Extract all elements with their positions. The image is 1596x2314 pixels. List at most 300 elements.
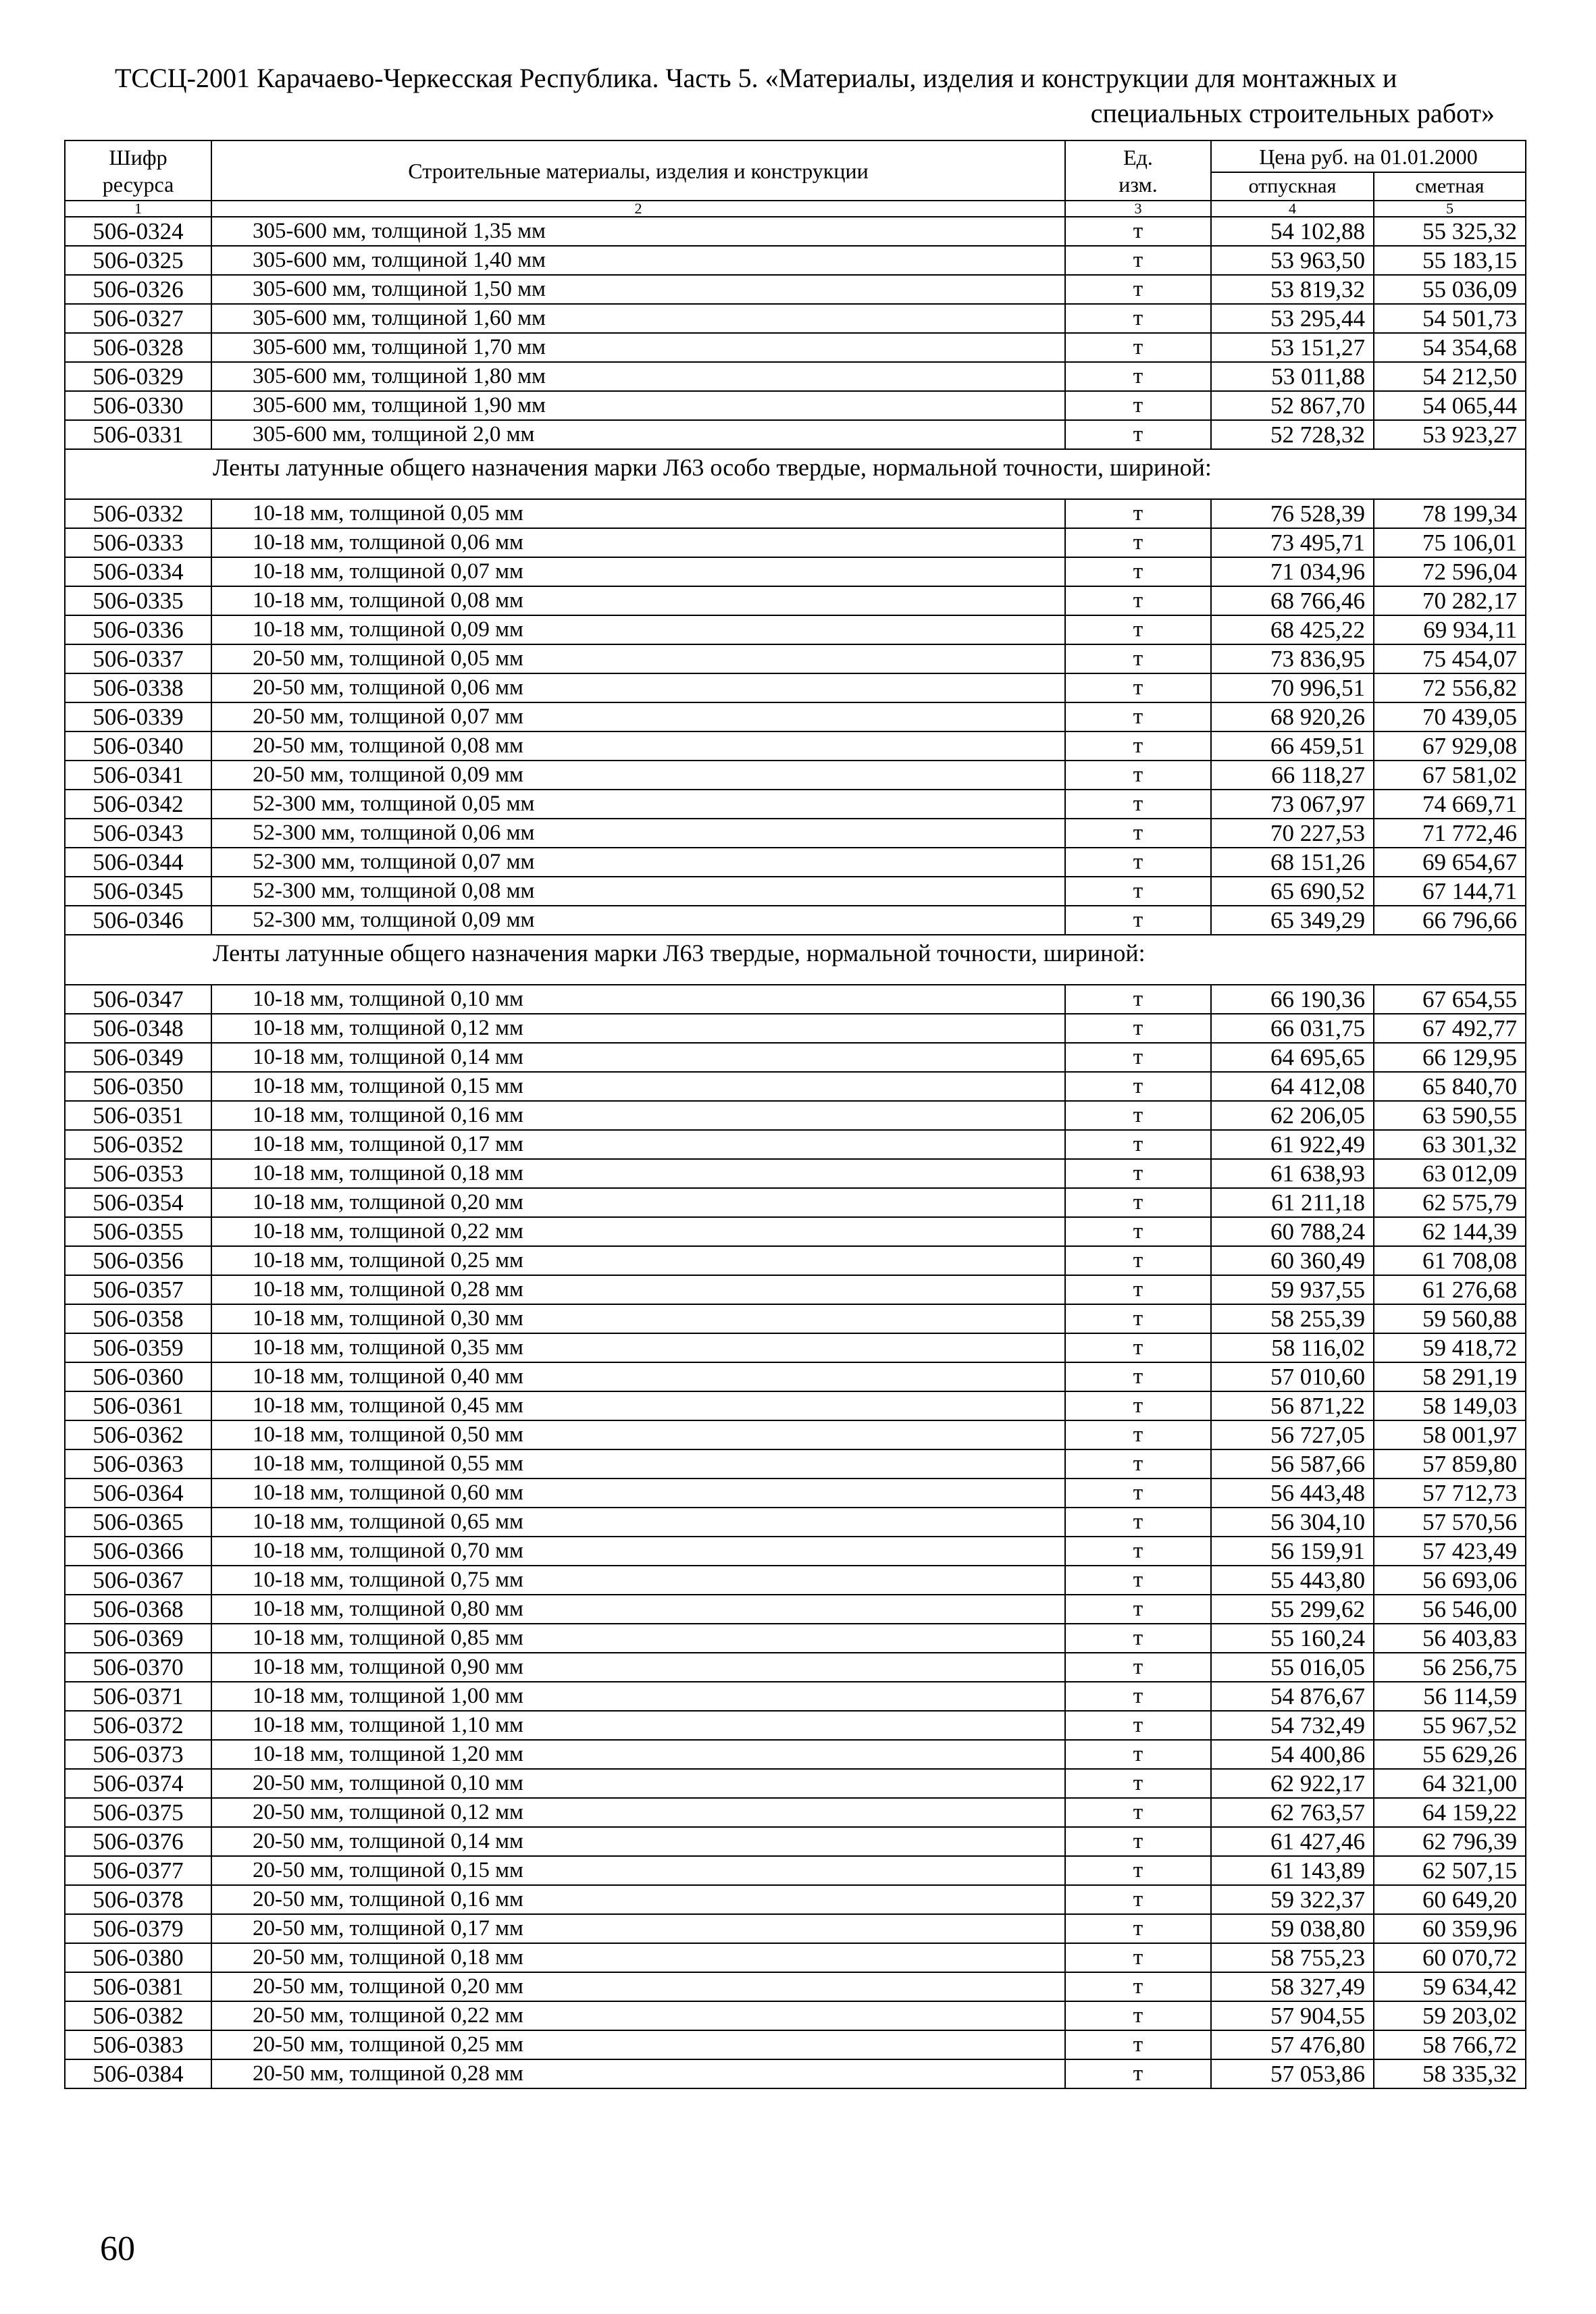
estimate-price: 58 766,72 bbox=[1374, 2030, 1526, 2059]
estimate-price: 63 012,09 bbox=[1374, 1159, 1526, 1188]
estimate-price: 59 203,02 bbox=[1374, 2001, 1526, 2030]
material-name: 20-50 мм, толщиной 0,22 мм bbox=[211, 2001, 1065, 2030]
table-row bbox=[65, 1856, 1526, 1885]
estimate-price: 59 560,88 bbox=[1374, 1304, 1526, 1333]
material-name: 10-18 мм, толщиной 0,80 мм bbox=[211, 1595, 1065, 1624]
material-name: 10-18 мм, толщиной 0,45 мм bbox=[211, 1391, 1065, 1420]
estimate-price: 60 070,72 bbox=[1374, 1943, 1526, 1972]
header-price: Цена руб. на 01.01.2000 bbox=[1211, 140, 1526, 172]
release-price: 58 255,39 bbox=[1211, 1304, 1374, 1333]
material-name: 10-18 мм, толщиной 0,28 мм bbox=[211, 1275, 1065, 1304]
unit-of-measure: т bbox=[1065, 1682, 1211, 1711]
release-price: 60 360,49 bbox=[1211, 1246, 1374, 1275]
release-price: 57 010,60 bbox=[1211, 1362, 1374, 1391]
unit-of-measure: т bbox=[1065, 275, 1211, 304]
table-row bbox=[65, 848, 1526, 877]
estimate-price: 61 276,68 bbox=[1374, 1275, 1526, 1304]
material-name: 10-18 мм, толщиной 0,22 мм bbox=[211, 1217, 1065, 1246]
unit-of-measure: т bbox=[1065, 1217, 1211, 1246]
unit-of-measure: т bbox=[1065, 615, 1211, 644]
release-price: 71 034,96 bbox=[1211, 557, 1374, 586]
header-estimate-price: сметная bbox=[1374, 172, 1526, 201]
release-price: 68 425,22 bbox=[1211, 615, 1374, 644]
material-name: 10-18 мм, толщиной 0,17 мм bbox=[211, 1130, 1065, 1159]
resource-code: 506-0373 bbox=[65, 1740, 211, 1769]
table-row bbox=[65, 1391, 1526, 1420]
table-row bbox=[65, 877, 1526, 906]
resource-code: 506-0325 bbox=[65, 246, 211, 275]
table-row bbox=[65, 1130, 1526, 1159]
section-heading-row bbox=[65, 449, 1526, 499]
estimate-price: 55 967,52 bbox=[1374, 1711, 1526, 1740]
unit-of-measure: т bbox=[1065, 304, 1211, 333]
resource-code: 506-0333 bbox=[65, 528, 211, 557]
release-price: 53 819,32 bbox=[1211, 275, 1374, 304]
release-price: 62 763,57 bbox=[1211, 1798, 1374, 1827]
release-price: 61 143,89 bbox=[1211, 1856, 1374, 1885]
resource-code: 506-0337 bbox=[65, 644, 211, 673]
material-name: 10-18 мм, толщиной 0,14 мм bbox=[211, 1043, 1065, 1072]
estimate-price: 71 772,46 bbox=[1374, 819, 1526, 848]
material-name: 52-300 мм, толщиной 0,09 мм bbox=[211, 906, 1065, 935]
material-name: 10-18 мм, толщиной 0,85 мм bbox=[211, 1624, 1065, 1653]
table-row bbox=[65, 1333, 1526, 1362]
resource-code: 506-0348 bbox=[65, 1014, 211, 1043]
table-row bbox=[65, 528, 1526, 557]
estimate-price: 57 570,56 bbox=[1374, 1508, 1526, 1537]
resource-code: 506-0375 bbox=[65, 1798, 211, 1827]
estimate-price: 56 114,59 bbox=[1374, 1682, 1526, 1711]
resource-code: 506-0380 bbox=[65, 1943, 211, 1972]
resource-code: 506-0359 bbox=[65, 1333, 211, 1362]
resource-code: 506-0382 bbox=[65, 2001, 211, 2030]
resource-code: 506-0334 bbox=[65, 557, 211, 586]
release-price: 55 443,80 bbox=[1211, 1566, 1374, 1595]
resource-code: 506-0341 bbox=[65, 761, 211, 790]
resource-code: 506-0349 bbox=[65, 1043, 211, 1072]
material-name: 10-18 мм, толщиной 0,05 мм bbox=[211, 499, 1065, 528]
table-row bbox=[65, 1159, 1526, 1188]
material-name: 10-18 мм, толщиной 0,09 мм bbox=[211, 615, 1065, 644]
unit-of-measure: т bbox=[1065, 1130, 1211, 1159]
material-name: 305-600 мм, толщиной 2,0 мм bbox=[211, 420, 1065, 449]
table-row bbox=[65, 906, 1526, 935]
table-row bbox=[65, 985, 1526, 1014]
document-title bbox=[61, 61, 1495, 131]
release-price: 53 295,44 bbox=[1211, 304, 1374, 333]
unit-of-measure: т bbox=[1065, 499, 1211, 528]
table-row bbox=[65, 362, 1526, 391]
resource-code: 506-0344 bbox=[65, 848, 211, 877]
resource-code: 506-0343 bbox=[65, 819, 211, 848]
table-row bbox=[65, 2059, 1526, 2088]
estimate-price: 61 708,08 bbox=[1374, 1246, 1526, 1275]
table-row bbox=[65, 1304, 1526, 1333]
material-name: 20-50 мм, толщиной 0,25 мм bbox=[211, 2030, 1065, 2059]
unit-of-measure: т bbox=[1065, 1740, 1211, 1769]
release-price: 55 299,62 bbox=[1211, 1595, 1374, 1624]
resource-code: 506-0345 bbox=[65, 877, 211, 906]
resource-code: 506-0339 bbox=[65, 702, 211, 731]
release-price: 59 038,80 bbox=[1211, 1914, 1374, 1943]
unit-of-measure: т bbox=[1065, 1362, 1211, 1391]
estimate-price: 67 492,77 bbox=[1374, 1014, 1526, 1043]
unit-of-measure: т bbox=[1065, 1188, 1211, 1217]
estimate-price: 62 575,79 bbox=[1374, 1188, 1526, 1217]
page-number: 60 bbox=[100, 2230, 135, 2268]
resource-code: 506-0336 bbox=[65, 615, 211, 644]
release-price: 73 495,71 bbox=[1211, 528, 1374, 557]
resource-code: 506-0328 bbox=[65, 333, 211, 362]
table-row bbox=[65, 1943, 1526, 1972]
resource-code: 506-0355 bbox=[65, 1217, 211, 1246]
table-row bbox=[65, 1362, 1526, 1391]
estimate-price: 57 712,73 bbox=[1374, 1479, 1526, 1508]
table-row bbox=[65, 1246, 1526, 1275]
resource-code: 506-0379 bbox=[65, 1914, 211, 1943]
release-price: 68 151,26 bbox=[1211, 848, 1374, 877]
estimate-price: 62 796,39 bbox=[1374, 1827, 1526, 1856]
table-row bbox=[65, 1508, 1526, 1537]
resource-code: 506-0335 bbox=[65, 586, 211, 615]
table-row bbox=[65, 557, 1526, 586]
estimate-price: 69 934,11 bbox=[1374, 615, 1526, 644]
title-line-1: ТССЦ-2001 Карачаево-Черкесская Республика. Часть 5. «Материалы, изделия и конструкции для монтажных и bbox=[115, 63, 1397, 93]
table-row bbox=[65, 1682, 1526, 1711]
material-name: 10-18 мм, толщиной 1,10 мм bbox=[211, 1711, 1065, 1740]
material-name: 20-50 мм, толщиной 0,17 мм bbox=[211, 1914, 1065, 1943]
resource-code: 506-0384 bbox=[65, 2059, 211, 2088]
column-number: 1 bbox=[65, 201, 211, 217]
unit-of-measure: т bbox=[1065, 702, 1211, 731]
resource-code: 506-0358 bbox=[65, 1304, 211, 1333]
table-row bbox=[65, 1624, 1526, 1653]
release-price: 56 304,10 bbox=[1211, 1508, 1374, 1537]
material-name: 10-18 мм, толщиной 0,60 мм bbox=[211, 1479, 1065, 1508]
resource-code: 506-0374 bbox=[65, 1769, 211, 1798]
release-price: 60 788,24 bbox=[1211, 1217, 1374, 1246]
estimate-price: 55 629,26 bbox=[1374, 1740, 1526, 1769]
table-row bbox=[65, 1798, 1526, 1827]
unit-of-measure: т bbox=[1065, 1159, 1211, 1188]
unit-of-measure: т bbox=[1065, 1333, 1211, 1362]
release-price: 61 922,49 bbox=[1211, 1130, 1374, 1159]
unit-of-measure: т bbox=[1065, 1827, 1211, 1856]
resource-code: 506-0360 bbox=[65, 1362, 211, 1391]
unit-of-measure: т bbox=[1065, 217, 1211, 246]
estimate-price: 58 149,03 bbox=[1374, 1391, 1526, 1420]
unit-of-measure: т bbox=[1065, 848, 1211, 877]
unit-of-measure: т bbox=[1065, 1798, 1211, 1827]
table-row bbox=[65, 1072, 1526, 1101]
material-name: 10-18 мм, толщиной 0,65 мм bbox=[211, 1508, 1065, 1537]
resource-code: 506-0352 bbox=[65, 1130, 211, 1159]
material-name: 305-600 мм, толщиной 1,35 мм bbox=[211, 217, 1065, 246]
release-price: 57 904,55 bbox=[1211, 2001, 1374, 2030]
estimate-price: 53 923,27 bbox=[1374, 420, 1526, 449]
estimate-price: 62 144,39 bbox=[1374, 1217, 1526, 1246]
resource-code: 506-0377 bbox=[65, 1856, 211, 1885]
material-name: 305-600 мм, толщиной 1,50 мм bbox=[211, 275, 1065, 304]
table-row bbox=[65, 702, 1526, 731]
estimate-price: 75 106,01 bbox=[1374, 528, 1526, 557]
material-name: 305-600 мм, толщиной 1,90 мм bbox=[211, 391, 1065, 420]
release-price: 55 160,24 bbox=[1211, 1624, 1374, 1653]
release-price: 55 016,05 bbox=[1211, 1653, 1374, 1682]
header-name: Строительные материалы, изделия и конструкции bbox=[211, 140, 1065, 201]
unit-of-measure: т bbox=[1065, 1943, 1211, 1972]
table-body bbox=[65, 217, 1526, 2088]
material-name: 10-18 мм, толщиной 0,15 мм bbox=[211, 1072, 1065, 1101]
unit-of-measure: т bbox=[1065, 819, 1211, 848]
resource-code: 506-0326 bbox=[65, 275, 211, 304]
table-row bbox=[65, 1566, 1526, 1595]
material-name: 20-50 мм, толщиной 0,06 мм bbox=[211, 673, 1065, 702]
material-name: 10-18 мм, толщиной 0,70 мм bbox=[211, 1537, 1065, 1566]
estimate-price: 64 159,22 bbox=[1374, 1798, 1526, 1827]
estimate-price: 72 556,82 bbox=[1374, 673, 1526, 702]
unit-of-measure: т bbox=[1065, 1856, 1211, 1885]
resource-code: 506-0329 bbox=[65, 362, 211, 391]
release-price: 73 067,97 bbox=[1211, 790, 1374, 819]
table-row bbox=[65, 391, 1526, 420]
material-name: 10-18 мм, толщиной 0,16 мм bbox=[211, 1101, 1065, 1130]
resource-code: 506-0340 bbox=[65, 731, 211, 761]
estimate-price: 66 129,95 bbox=[1374, 1043, 1526, 1072]
resource-code: 506-0338 bbox=[65, 673, 211, 702]
estimate-price: 58 291,19 bbox=[1374, 1362, 1526, 1391]
table-row bbox=[65, 790, 1526, 819]
resource-code: 506-0361 bbox=[65, 1391, 211, 1420]
unit-of-measure: т bbox=[1065, 1972, 1211, 2001]
resource-code: 506-0376 bbox=[65, 1827, 211, 1856]
resource-code: 506-0347 bbox=[65, 985, 211, 1014]
material-name: 10-18 мм, толщиной 0,10 мм bbox=[211, 985, 1065, 1014]
material-name: 10-18 мм, толщиной 0,25 мм bbox=[211, 1246, 1065, 1275]
section-heading-row bbox=[65, 935, 1526, 985]
table-row bbox=[65, 246, 1526, 275]
section-heading: Ленты латунные общего назначения марки Л63 особо твердые, нормальной точности, шириной: bbox=[65, 449, 1526, 499]
estimate-price: 72 596,04 bbox=[1374, 557, 1526, 586]
table-row bbox=[65, 420, 1526, 449]
table-row bbox=[65, 761, 1526, 790]
material-name: 10-18 мм, толщиной 1,00 мм bbox=[211, 1682, 1065, 1711]
resource-code: 506-0332 bbox=[65, 499, 211, 528]
estimate-price: 58 001,97 bbox=[1374, 1420, 1526, 1449]
resource-code: 506-0362 bbox=[65, 1420, 211, 1449]
material-name: 10-18 мм, толщиной 0,35 мм bbox=[211, 1333, 1065, 1362]
material-name: 20-50 мм, толщиной 0,10 мм bbox=[211, 1769, 1065, 1798]
table-row bbox=[65, 1885, 1526, 1914]
estimate-price: 74 669,71 bbox=[1374, 790, 1526, 819]
material-name: 20-50 мм, толщиной 0,20 мм bbox=[211, 1972, 1065, 2001]
material-name: 305-600 мм, толщиной 1,40 мм bbox=[211, 246, 1065, 275]
material-name: 10-18 мм, толщиной 0,50 мм bbox=[211, 1420, 1065, 1449]
estimate-price: 78 199,34 bbox=[1374, 499, 1526, 528]
release-price: 65 349,29 bbox=[1211, 906, 1374, 935]
unit-of-measure: т bbox=[1065, 2059, 1211, 2088]
unit-of-measure: т bbox=[1065, 985, 1211, 1014]
material-name: 305-600 мм, толщиной 1,70 мм bbox=[211, 333, 1065, 362]
release-price: 57 053,86 bbox=[1211, 2059, 1374, 2088]
release-price: 65 690,52 bbox=[1211, 877, 1374, 906]
estimate-price: 57 423,49 bbox=[1374, 1537, 1526, 1566]
estimate-price: 63 590,55 bbox=[1374, 1101, 1526, 1130]
price-table bbox=[64, 140, 1526, 2089]
material-name: 20-50 мм, толщиной 0,05 мм bbox=[211, 644, 1065, 673]
material-name: 52-300 мм, толщиной 0,08 мм bbox=[211, 877, 1065, 906]
table-row bbox=[65, 1769, 1526, 1798]
material-name: 305-600 мм, толщиной 1,60 мм bbox=[211, 304, 1065, 333]
estimate-price: 65 840,70 bbox=[1374, 1072, 1526, 1101]
material-name: 20-50 мм, толщиной 0,18 мм bbox=[211, 1943, 1065, 1972]
release-price: 73 836,95 bbox=[1211, 644, 1374, 673]
table-row bbox=[65, 673, 1526, 702]
material-name: 10-18 мм, толщиной 0,06 мм bbox=[211, 528, 1065, 557]
estimate-price: 59 418,72 bbox=[1374, 1333, 1526, 1362]
release-price: 56 443,48 bbox=[1211, 1479, 1374, 1508]
release-price: 58 327,49 bbox=[1211, 1972, 1374, 2001]
table-row bbox=[65, 1740, 1526, 1769]
table-row bbox=[65, 275, 1526, 304]
estimate-price: 55 183,15 bbox=[1374, 246, 1526, 275]
release-price: 52 867,70 bbox=[1211, 391, 1374, 420]
release-price: 52 728,32 bbox=[1211, 420, 1374, 449]
table-row bbox=[65, 1188, 1526, 1217]
unit-of-measure: т bbox=[1065, 673, 1211, 702]
header-release-price: отпускная bbox=[1211, 172, 1374, 201]
material-name: 10-18 мм, толщиной 0,40 мм bbox=[211, 1362, 1065, 1391]
table-row bbox=[65, 217, 1526, 246]
unit-of-measure: т bbox=[1065, 1479, 1211, 1508]
unit-of-measure: т bbox=[1065, 1653, 1211, 1682]
estimate-price: 64 321,00 bbox=[1374, 1769, 1526, 1798]
unit-of-measure: т bbox=[1065, 731, 1211, 761]
table-row bbox=[65, 1217, 1526, 1246]
release-price: 58 755,23 bbox=[1211, 1943, 1374, 1972]
column-number: 4 bbox=[1211, 201, 1374, 217]
table-header bbox=[65, 140, 1526, 217]
resource-code: 506-0381 bbox=[65, 1972, 211, 2001]
table-row bbox=[65, 333, 1526, 362]
estimate-price: 75 454,07 bbox=[1374, 644, 1526, 673]
resource-code: 506-0331 bbox=[65, 420, 211, 449]
material-name: 10-18 мм, толщиной 0,30 мм bbox=[211, 1304, 1065, 1333]
estimate-price: 69 654,67 bbox=[1374, 848, 1526, 877]
material-name: 20-50 мм, толщиной 0,15 мм bbox=[211, 1856, 1065, 1885]
resource-code: 506-0351 bbox=[65, 1101, 211, 1130]
table-row bbox=[65, 1972, 1526, 2001]
resource-code: 506-0367 bbox=[65, 1566, 211, 1595]
resource-code: 506-0356 bbox=[65, 1246, 211, 1275]
release-price: 66 190,36 bbox=[1211, 985, 1374, 1014]
unit-of-measure: т bbox=[1065, 1595, 1211, 1624]
table-row bbox=[65, 586, 1526, 615]
material-name: 10-18 мм, толщиной 0,75 мм bbox=[211, 1566, 1065, 1595]
table-row bbox=[65, 2001, 1526, 2030]
release-price: 62 206,05 bbox=[1211, 1101, 1374, 1130]
estimate-price: 67 581,02 bbox=[1374, 761, 1526, 790]
estimate-price: 60 359,96 bbox=[1374, 1914, 1526, 1943]
unit-of-measure: т bbox=[1065, 362, 1211, 391]
unit-of-measure: т bbox=[1065, 1072, 1211, 1101]
estimate-price: 57 859,80 bbox=[1374, 1449, 1526, 1479]
resource-code: 506-0368 bbox=[65, 1595, 211, 1624]
resource-code: 506-0366 bbox=[65, 1537, 211, 1566]
resource-code: 506-0346 bbox=[65, 906, 211, 935]
unit-of-measure: т bbox=[1065, 1711, 1211, 1740]
material-name: 10-18 мм, толщиной 0,55 мм bbox=[211, 1449, 1065, 1479]
unit-of-measure: т bbox=[1065, 1769, 1211, 1798]
estimate-price: 54 212,50 bbox=[1374, 362, 1526, 391]
material-name: 52-300 мм, толщиной 0,05 мм bbox=[211, 790, 1065, 819]
resource-code: 506-0363 bbox=[65, 1449, 211, 1479]
estimate-price: 58 335,32 bbox=[1374, 2059, 1526, 2088]
release-price: 66 118,27 bbox=[1211, 761, 1374, 790]
resource-code: 506-0378 bbox=[65, 1885, 211, 1914]
unit-of-measure: т bbox=[1065, 246, 1211, 275]
release-price: 56 159,91 bbox=[1211, 1537, 1374, 1566]
material-name: 10-18 мм, толщиной 0,07 мм bbox=[211, 557, 1065, 586]
unit-of-measure: т bbox=[1065, 557, 1211, 586]
table-row bbox=[65, 1014, 1526, 1043]
release-price: 68 766,46 bbox=[1211, 586, 1374, 615]
table-row bbox=[65, 1101, 1526, 1130]
unit-of-measure: т bbox=[1065, 1304, 1211, 1333]
estimate-price: 56 693,06 bbox=[1374, 1566, 1526, 1595]
table-row bbox=[65, 644, 1526, 673]
table-row bbox=[65, 304, 1526, 333]
table-row bbox=[65, 2030, 1526, 2059]
estimate-price: 67 929,08 bbox=[1374, 731, 1526, 761]
unit-of-measure: т bbox=[1065, 1885, 1211, 1914]
release-price: 66 459,51 bbox=[1211, 731, 1374, 761]
material-name: 20-50 мм, толщиной 0,14 мм bbox=[211, 1827, 1065, 1856]
release-price: 61 211,18 bbox=[1211, 1188, 1374, 1217]
release-price: 54 102,88 bbox=[1211, 217, 1374, 246]
material-name: 10-18 мм, толщиной 0,90 мм bbox=[211, 1653, 1065, 1682]
table-row bbox=[65, 615, 1526, 644]
release-price: 64 695,65 bbox=[1211, 1043, 1374, 1072]
unit-of-measure: т bbox=[1065, 391, 1211, 420]
release-price: 70 227,53 bbox=[1211, 819, 1374, 848]
unit-of-measure: т bbox=[1065, 790, 1211, 819]
unit-of-measure: т bbox=[1065, 2030, 1211, 2059]
release-price: 61 638,93 bbox=[1211, 1159, 1374, 1188]
estimate-price: 62 507,15 bbox=[1374, 1856, 1526, 1885]
material-name: 10-18 мм, толщиной 1,20 мм bbox=[211, 1740, 1065, 1769]
unit-of-measure: т bbox=[1065, 1391, 1211, 1420]
table-row bbox=[65, 1653, 1526, 1682]
unit-of-measure: т bbox=[1065, 1914, 1211, 1943]
material-name: 305-600 мм, толщиной 1,80 мм bbox=[211, 362, 1065, 391]
header-code: Шифр ресурса bbox=[65, 140, 211, 201]
column-number: 2 bbox=[211, 201, 1065, 217]
resource-code: 506-0324 bbox=[65, 217, 211, 246]
material-name: 52-300 мм, толщиной 0,07 мм bbox=[211, 848, 1065, 877]
material-name: 52-300 мм, толщиной 0,06 мм bbox=[211, 819, 1065, 848]
unit-of-measure: т bbox=[1065, 1014, 1211, 1043]
unit-of-measure: т bbox=[1065, 1101, 1211, 1130]
release-price: 54 732,49 bbox=[1211, 1711, 1374, 1740]
release-price: 62 922,17 bbox=[1211, 1769, 1374, 1798]
unit-of-measure: т bbox=[1065, 420, 1211, 449]
title-line-2: специальных строительных работ» bbox=[1090, 98, 1495, 128]
resource-code: 506-0350 bbox=[65, 1072, 211, 1101]
unit-of-measure: т bbox=[1065, 1566, 1211, 1595]
material-name: 20-50 мм, толщиной 0,28 мм bbox=[211, 2059, 1065, 2088]
resource-code: 506-0330 bbox=[65, 391, 211, 420]
